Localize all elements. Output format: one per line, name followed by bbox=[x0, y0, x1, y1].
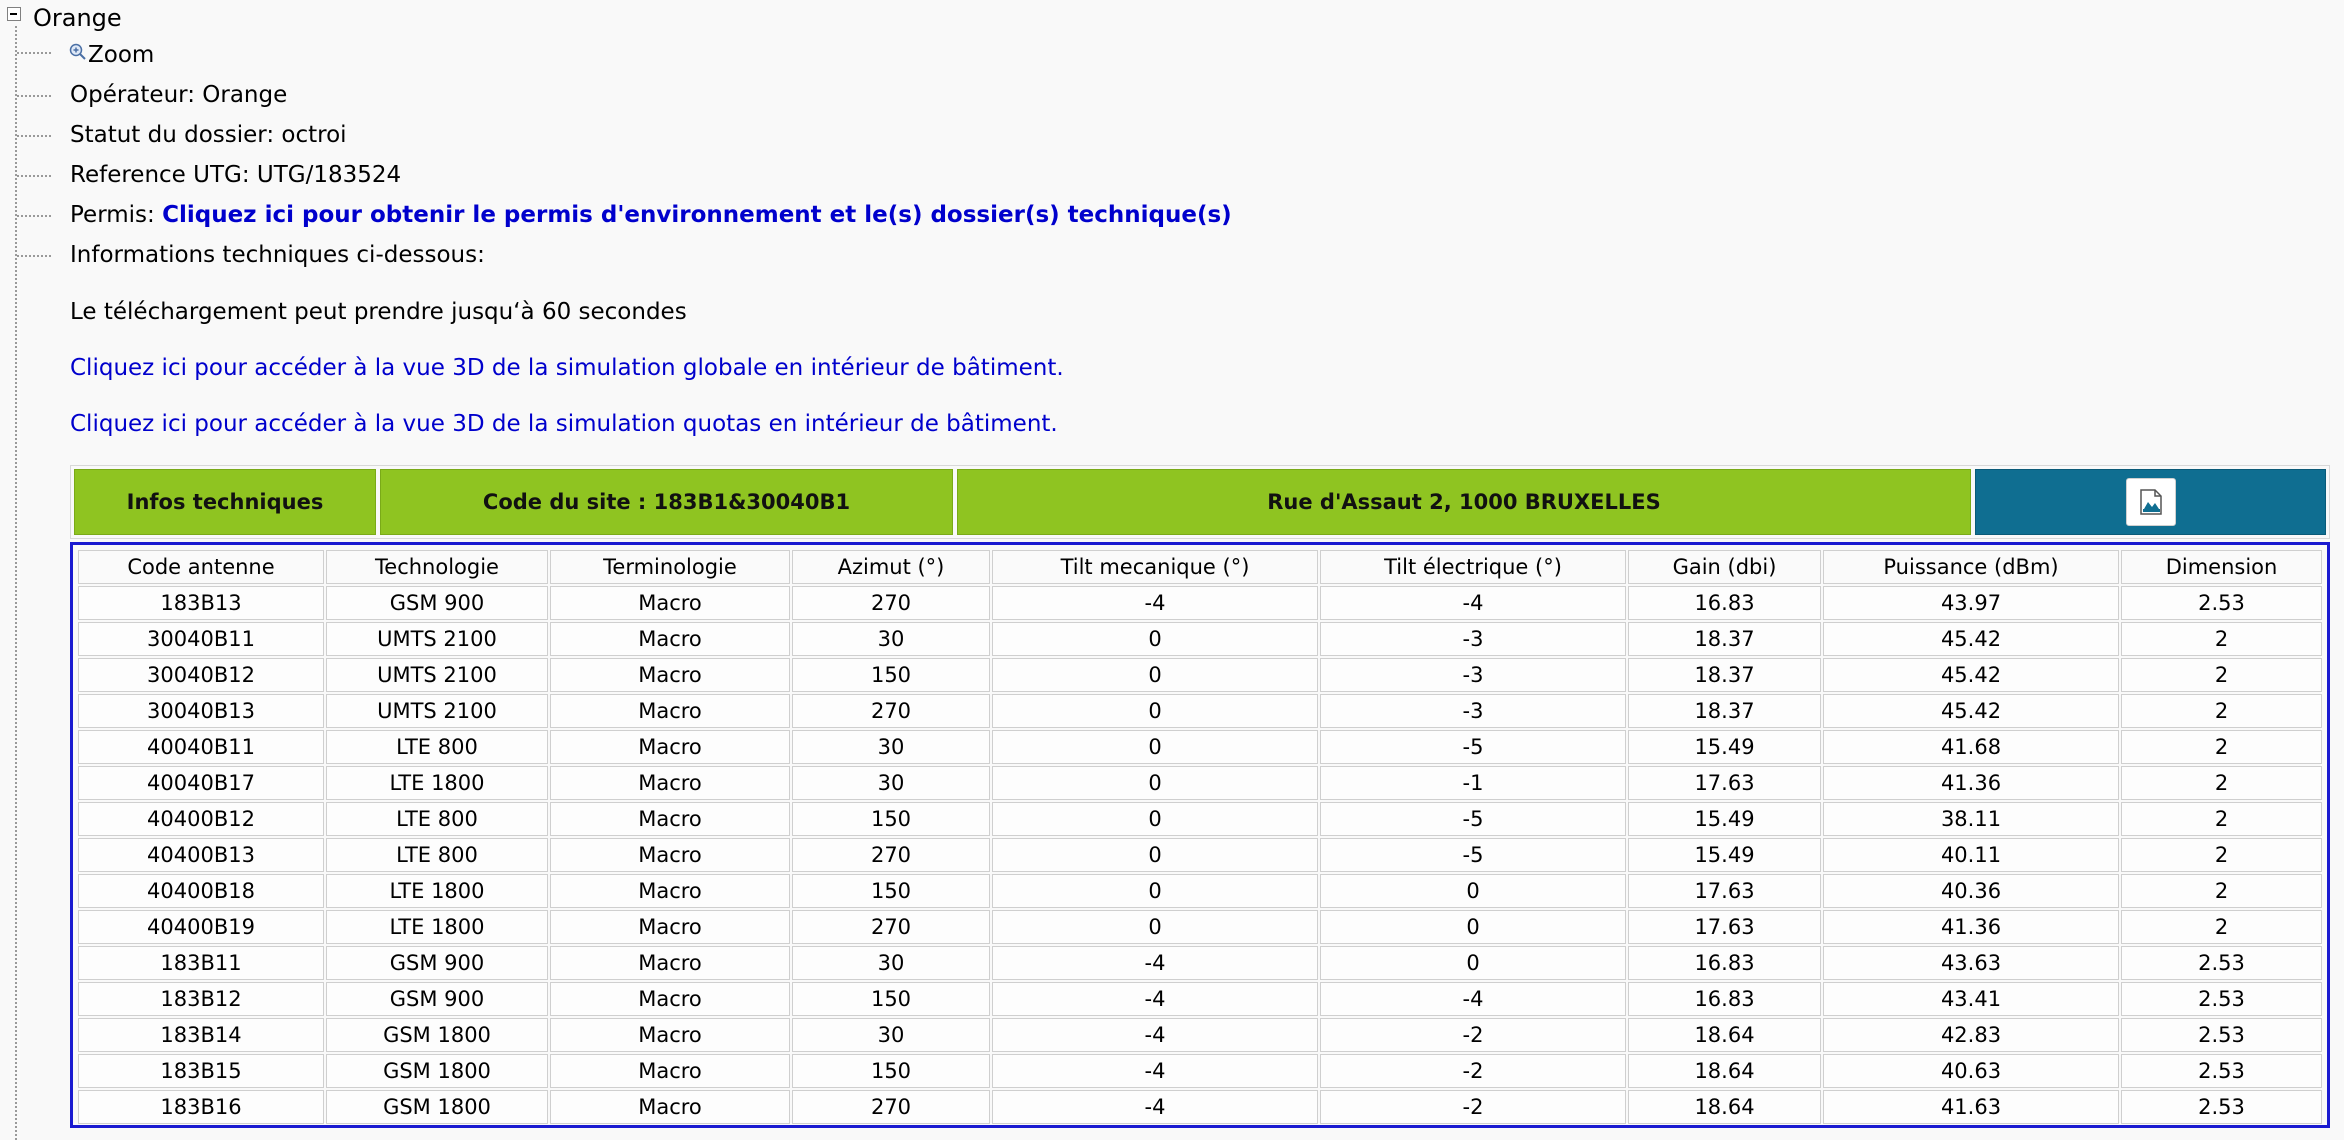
table-cell: 16.83 bbox=[1628, 946, 1821, 980]
table-cell: 0 bbox=[992, 622, 1318, 656]
column-header: Technologie bbox=[326, 550, 548, 584]
site-header-bar bbox=[70, 465, 2330, 539]
table-cell: 0 bbox=[992, 874, 1318, 908]
table-cell: 43.41 bbox=[1823, 982, 2119, 1016]
table-cell: 2 bbox=[2121, 838, 2322, 872]
table-cell: 150 bbox=[792, 982, 990, 1016]
table-cell: 2 bbox=[2121, 802, 2322, 836]
table-cell: GSM 1800 bbox=[326, 1018, 548, 1052]
table-cell: 16.83 bbox=[1628, 586, 1821, 620]
table-cell: LTE 800 bbox=[326, 730, 548, 764]
table-cell: 0 bbox=[992, 910, 1318, 944]
table-cell: -4 bbox=[1320, 586, 1626, 620]
table-header-row bbox=[78, 550, 2322, 584]
table-cell: 270 bbox=[792, 586, 990, 620]
table-cell: 2 bbox=[2121, 766, 2322, 800]
table-cell: 15.49 bbox=[1628, 802, 1821, 836]
table-cell: 270 bbox=[792, 838, 990, 872]
tree-branch bbox=[17, 95, 51, 97]
pdf-download-cell bbox=[1975, 469, 2326, 535]
table-cell: 2.53 bbox=[2121, 946, 2322, 980]
table-cell: 38.11 bbox=[1823, 802, 2119, 836]
table-cell: 18.37 bbox=[1628, 622, 1821, 656]
document-icon[interactable] bbox=[2126, 478, 2176, 526]
table-cell: 40.36 bbox=[1823, 874, 2119, 908]
table-cell: -1 bbox=[1320, 766, 1626, 800]
zoom-icon[interactable] bbox=[69, 43, 86, 60]
reference-text: Reference UTG: UTG/183524 bbox=[70, 162, 402, 188]
info-technique-label: Informations techniques ci-dessous: bbox=[70, 242, 485, 268]
table-cell: 41.68 bbox=[1823, 730, 2119, 764]
table-cell: 150 bbox=[792, 1054, 990, 1088]
table-cell: Macro bbox=[550, 622, 790, 656]
table-cell: 0 bbox=[992, 658, 1318, 692]
table-cell: Macro bbox=[550, 1018, 790, 1052]
tree-branch bbox=[17, 135, 51, 137]
table-cell: 183B14 bbox=[78, 1018, 324, 1052]
table-cell: 2.53 bbox=[2121, 1054, 2322, 1088]
table-cell: 15.49 bbox=[1628, 730, 1821, 764]
table-cell: 40400B19 bbox=[78, 910, 324, 944]
table-row bbox=[78, 910, 2322, 944]
table-cell: Macro bbox=[550, 802, 790, 836]
table-cell: 150 bbox=[792, 658, 990, 692]
table-cell: 0 bbox=[992, 838, 1318, 872]
table-cell: LTE 1800 bbox=[326, 766, 548, 800]
column-header: Azimut (°) bbox=[792, 550, 990, 584]
infos-techniques-header: Infos techniques bbox=[74, 469, 376, 535]
document-image-icon bbox=[2136, 487, 2166, 517]
table-cell: 150 bbox=[792, 802, 990, 836]
table-row bbox=[78, 946, 2322, 980]
table-cell: Macro bbox=[550, 838, 790, 872]
table-cell: 0 bbox=[992, 730, 1318, 764]
table-cell: 43.63 bbox=[1823, 946, 2119, 980]
table-cell: Macro bbox=[550, 658, 790, 692]
zoom-link[interactable]: Zoom bbox=[88, 42, 155, 68]
table-cell: 270 bbox=[792, 1090, 990, 1124]
table-row bbox=[78, 658, 2322, 692]
table-cell: 2 bbox=[2121, 874, 2322, 908]
table-cell: -2 bbox=[1320, 1054, 1626, 1088]
status-text: Statut du dossier: octroi bbox=[70, 122, 347, 148]
table-cell: 2.53 bbox=[2121, 1090, 2322, 1124]
table-cell: LTE 1800 bbox=[326, 874, 548, 908]
table-cell: Macro bbox=[550, 1090, 790, 1124]
table-cell: -5 bbox=[1320, 730, 1626, 764]
table-cell: LTE 800 bbox=[326, 802, 548, 836]
table-cell: -4 bbox=[992, 982, 1318, 1016]
table-cell: 40.11 bbox=[1823, 838, 2119, 872]
table-row bbox=[78, 1054, 2322, 1088]
table-cell: 41.36 bbox=[1823, 910, 2119, 944]
download-notice: Le téléchargement peut prendre jusqu‘à 60 secondes bbox=[70, 299, 687, 325]
table-cell: 2.53 bbox=[2121, 586, 2322, 620]
table-cell: 30 bbox=[792, 766, 990, 800]
table-row bbox=[78, 838, 2322, 872]
table-cell: 183B13 bbox=[78, 586, 324, 620]
table-row bbox=[78, 982, 2322, 1016]
table-cell: 30 bbox=[792, 1018, 990, 1052]
table-cell: 183B12 bbox=[78, 982, 324, 1016]
table-cell: GSM 1800 bbox=[326, 1054, 548, 1088]
table-cell: 2 bbox=[2121, 730, 2322, 764]
table-cell: Macro bbox=[550, 874, 790, 908]
tree-branch bbox=[17, 215, 51, 217]
table-cell: 2 bbox=[2121, 658, 2322, 692]
table-cell: 270 bbox=[792, 694, 990, 728]
column-header: Puissance (dBm) bbox=[1823, 550, 2119, 584]
table-cell: 18.37 bbox=[1628, 694, 1821, 728]
table-cell: 45.42 bbox=[1823, 658, 2119, 692]
table-cell: 40040B11 bbox=[78, 730, 324, 764]
table-cell: 183B15 bbox=[78, 1054, 324, 1088]
table-cell: -3 bbox=[1320, 694, 1626, 728]
column-header: Gain (dbi) bbox=[1628, 550, 1821, 584]
table-cell: 18.37 bbox=[1628, 658, 1821, 692]
table-cell: 41.36 bbox=[1823, 766, 2119, 800]
table-row bbox=[78, 586, 2322, 620]
table-cell: 0 bbox=[992, 694, 1318, 728]
code-site-header: Code du site : 183B1&30040B1 bbox=[380, 469, 953, 535]
table-cell: 41.63 bbox=[1823, 1090, 2119, 1124]
table-cell: -4 bbox=[992, 946, 1318, 980]
table-cell: 2 bbox=[2121, 622, 2322, 656]
table-cell: 0 bbox=[1320, 910, 1626, 944]
tree-branch bbox=[17, 255, 51, 257]
table-cell: 40040B17 bbox=[78, 766, 324, 800]
table-cell: Macro bbox=[550, 730, 790, 764]
table-cell: GSM 900 bbox=[326, 982, 548, 1016]
column-header: Terminologie bbox=[550, 550, 790, 584]
address-header: Rue d'Assaut 2, 1000 BRUXELLES bbox=[957, 469, 1971, 535]
table-cell: 40.63 bbox=[1823, 1054, 2119, 1088]
table-cell: Macro bbox=[550, 946, 790, 980]
table-cell: Macro bbox=[550, 910, 790, 944]
antenna-table-container bbox=[70, 542, 2330, 1128]
table-cell: -3 bbox=[1320, 658, 1626, 692]
table-cell: 30 bbox=[792, 946, 990, 980]
table-cell: 45.42 bbox=[1823, 622, 2119, 656]
table-cell: Macro bbox=[550, 982, 790, 1016]
table-cell: 43.97 bbox=[1823, 586, 2119, 620]
table-cell: -3 bbox=[1320, 622, 1626, 656]
table-cell: Macro bbox=[550, 766, 790, 800]
table-cell: 30040B13 bbox=[78, 694, 324, 728]
table-cell: -4 bbox=[992, 1018, 1318, 1052]
table-cell: 45.42 bbox=[1823, 694, 2119, 728]
table-cell: UMTS 2100 bbox=[326, 622, 548, 656]
tree-branch bbox=[17, 52, 51, 54]
global-simulation-link[interactable]: Cliquez ici pour accéder à la vue 3D de la simulation globale en intérieur de bâtiment. bbox=[70, 355, 1064, 381]
table-cell: -4 bbox=[992, 1090, 1318, 1124]
table-cell: 30040B11 bbox=[78, 622, 324, 656]
permis-row bbox=[70, 202, 1232, 228]
table-cell: GSM 900 bbox=[326, 946, 548, 980]
table-cell: 150 bbox=[792, 874, 990, 908]
column-header: Tilt électrique (°) bbox=[1320, 550, 1626, 584]
table-cell: 42.83 bbox=[1823, 1018, 2119, 1052]
permis-label: Permis: bbox=[70, 202, 163, 228]
table-row bbox=[78, 874, 2322, 908]
table-cell: 18.64 bbox=[1628, 1018, 1821, 1052]
permis-link[interactable]: Cliquez ici pour obtenir le permis d'environnement et le(s) dossier(s) technique(s) bbox=[162, 202, 1232, 228]
table-cell: 30040B12 bbox=[78, 658, 324, 692]
table-cell: -4 bbox=[1320, 982, 1626, 1016]
table-row bbox=[78, 766, 2322, 800]
table-cell: -4 bbox=[992, 586, 1318, 620]
table-cell: -2 bbox=[1320, 1018, 1626, 1052]
table-cell: 2.53 bbox=[2121, 982, 2322, 1016]
table-row bbox=[78, 802, 2322, 836]
table-cell: 16.83 bbox=[1628, 982, 1821, 1016]
table-cell: LTE 1800 bbox=[326, 910, 548, 944]
table-row bbox=[78, 1018, 2322, 1052]
table-row bbox=[78, 622, 2322, 656]
table-cell: 18.64 bbox=[1628, 1054, 1821, 1088]
table-cell: 40400B18 bbox=[78, 874, 324, 908]
tree-root-label[interactable]: Orange bbox=[33, 4, 122, 32]
table-cell: Macro bbox=[550, 1054, 790, 1088]
table-cell: 17.63 bbox=[1628, 874, 1821, 908]
table-row bbox=[78, 1090, 2322, 1124]
table-cell: 40400B12 bbox=[78, 802, 324, 836]
quotas-simulation-link[interactable]: Cliquez ici pour accéder à la vue 3D de la simulation quotas en intérieur de bâtiment. bbox=[70, 411, 1058, 437]
table-row bbox=[78, 730, 2322, 764]
table-cell: 183B16 bbox=[78, 1090, 324, 1124]
table-cell: -5 bbox=[1320, 802, 1626, 836]
table-body bbox=[78, 586, 2322, 1124]
table-cell: Macro bbox=[550, 586, 790, 620]
table-cell: 30 bbox=[792, 622, 990, 656]
table-cell: 0 bbox=[992, 802, 1318, 836]
operator-text: Opérateur: Orange bbox=[70, 82, 288, 108]
table-cell: GSM 1800 bbox=[326, 1090, 548, 1124]
table-cell: 183B11 bbox=[78, 946, 324, 980]
antenna-table bbox=[76, 548, 2324, 1126]
column-header: Dimension bbox=[2121, 550, 2322, 584]
table-cell: UMTS 2100 bbox=[326, 658, 548, 692]
table-cell: GSM 900 bbox=[326, 586, 548, 620]
column-header: Code antenne bbox=[78, 550, 324, 584]
table-cell: 2 bbox=[2121, 694, 2322, 728]
table-cell: 0 bbox=[1320, 946, 1626, 980]
table-cell: 2 bbox=[2121, 910, 2322, 944]
table-cell: 15.49 bbox=[1628, 838, 1821, 872]
table-cell: -2 bbox=[1320, 1090, 1626, 1124]
table-cell: UMTS 2100 bbox=[326, 694, 548, 728]
column-header: Tilt mecanique (°) bbox=[992, 550, 1318, 584]
tree-connector-line bbox=[15, 26, 17, 1140]
table-cell: 17.63 bbox=[1628, 766, 1821, 800]
table-cell: 0 bbox=[992, 766, 1318, 800]
table-cell: 17.63 bbox=[1628, 910, 1821, 944]
table-cell: 40400B13 bbox=[78, 838, 324, 872]
table-cell: -5 bbox=[1320, 838, 1626, 872]
table-row bbox=[78, 694, 2322, 728]
table-cell: 30 bbox=[792, 730, 990, 764]
table-cell: -4 bbox=[992, 1054, 1318, 1088]
table-cell: 270 bbox=[792, 910, 990, 944]
table-cell: Macro bbox=[550, 694, 790, 728]
table-cell: 18.64 bbox=[1628, 1090, 1821, 1124]
table-cell: LTE 800 bbox=[326, 838, 548, 872]
collapse-toggle-icon[interactable] bbox=[7, 7, 21, 21]
table-cell: 0 bbox=[1320, 874, 1626, 908]
tree-branch bbox=[17, 175, 51, 177]
table-cell: 2.53 bbox=[2121, 1018, 2322, 1052]
